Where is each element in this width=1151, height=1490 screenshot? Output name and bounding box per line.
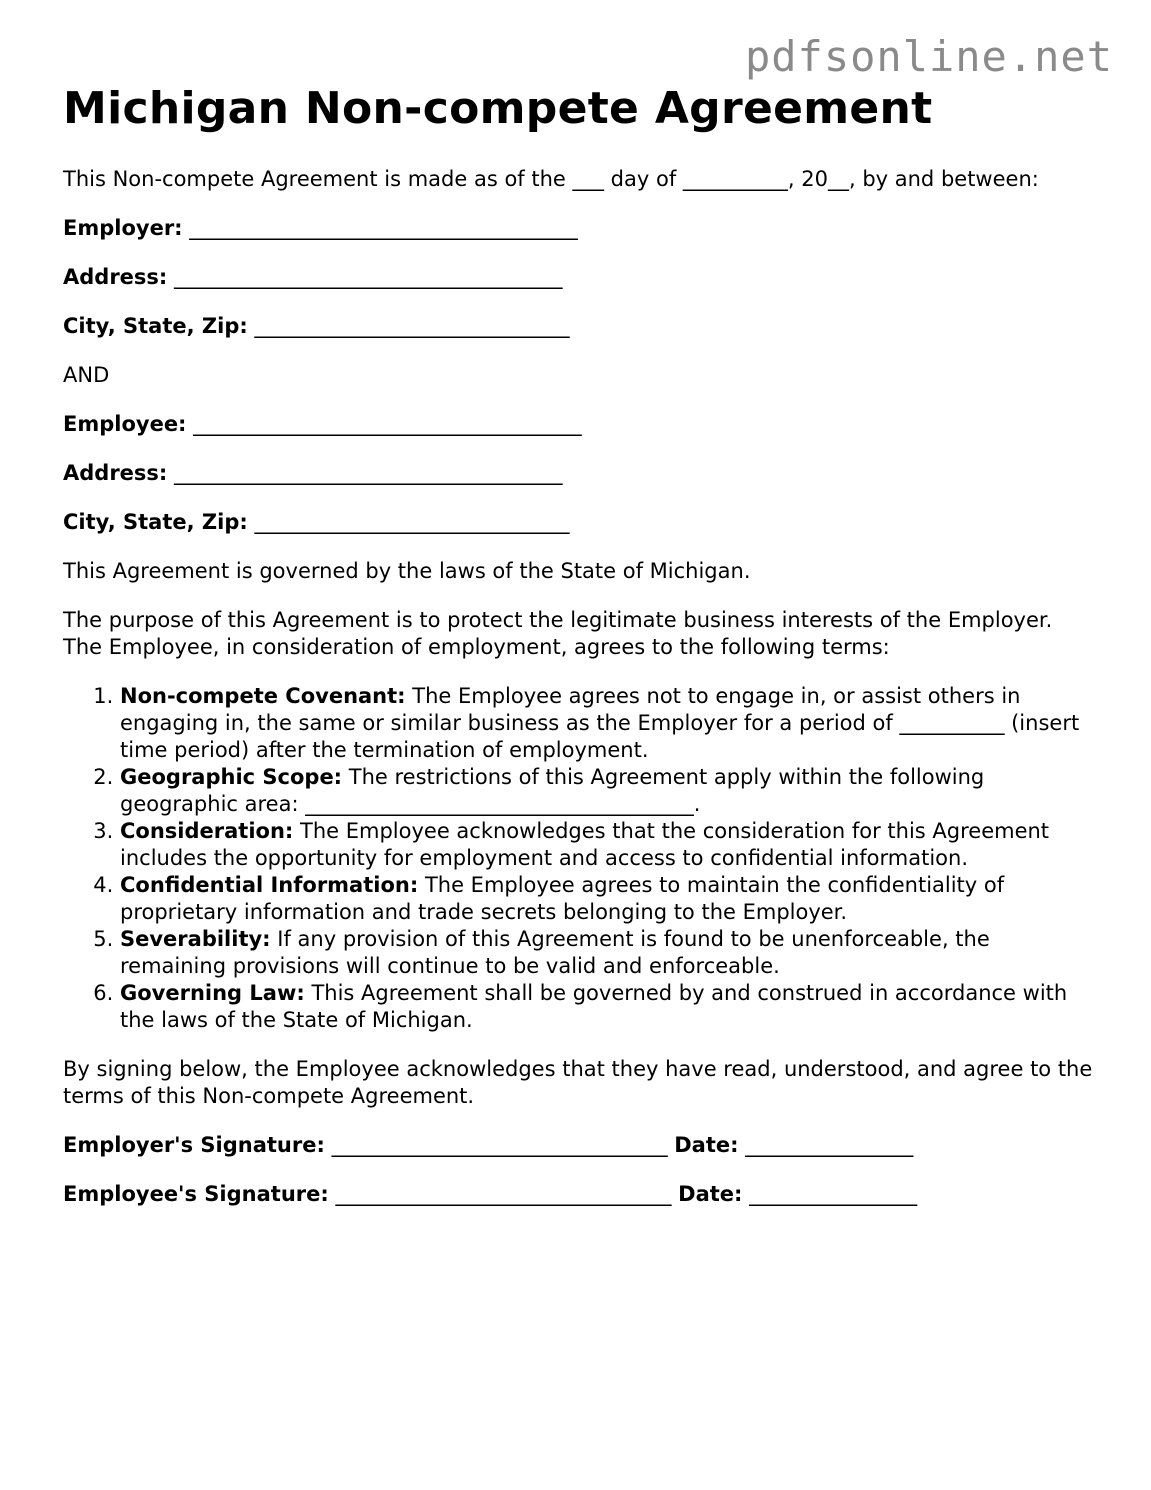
employee-name-field: [63, 411, 1093, 438]
employer-signature-label: Employer's Signature:: [63, 1133, 325, 1157]
term-text: The restrictions of this Agreement apply within the following geographic area: _____________________________________.: [120, 765, 985, 816]
document-title: Michigan Non-compete Agreement: [63, 83, 933, 134]
employee-date-blank[interactable]: ________________: [749, 1182, 918, 1206]
term-label: Severability:: [120, 927, 271, 951]
term-item: [120, 683, 1093, 764]
employer-address-blank[interactable]: _____________________________________: [174, 265, 563, 289]
term-label: Non-compete Covenant:: [120, 684, 406, 708]
employer-city-field: [63, 313, 1093, 340]
employee-address-blank[interactable]: _____________________________________: [174, 461, 563, 485]
employer-city-blank[interactable]: ______________________________: [254, 314, 570, 338]
employee-date-label: Date:: [678, 1182, 743, 1206]
employee-name-blank[interactable]: _____________________________________: [193, 412, 582, 436]
employee-address-label: Address:: [63, 461, 168, 485]
employer-name-field: [63, 215, 1093, 242]
and-separator: AND: [63, 363, 110, 387]
document-page: [63, 80, 1093, 1208]
closing-paragraph: By signing below, the Employee acknowledges that they have read, understood, and agree to the terms of this Non-compete Agreement.: [63, 1057, 1093, 1108]
employer-name-blank[interactable]: _____________________________________: [189, 216, 578, 240]
employee-signature-label: Employee's Signature:: [63, 1182, 329, 1206]
employer-address-field: [63, 264, 1093, 291]
employee-address-field: [63, 460, 1093, 487]
term-item: [120, 764, 1093, 818]
employer-signature-line: [63, 1132, 1093, 1159]
term-label: Confidential Information:: [120, 873, 419, 897]
employee-city-label: City, State, Zip:: [63, 510, 248, 534]
intro-paragraph: This Non-compete Agreement is made as of the ___ day of __________, 20__, by and between:: [63, 167, 1039, 191]
employee-signature-line: [63, 1181, 1093, 1208]
employee-name-label: Employee:: [63, 412, 187, 436]
employer-name-label: Employer:: [63, 216, 183, 240]
term-item: [120, 980, 1093, 1034]
watermark: pdfsonline.net: [744, 32, 1113, 81]
employer-date-blank[interactable]: ________________: [745, 1133, 914, 1157]
purpose-paragraph: The purpose of this Agreement is to protect the legitimate business interests of the Employer. The Employee, in consideration of employment, agrees to the following terms:: [63, 608, 1053, 659]
employer-date-label: Date:: [674, 1133, 739, 1157]
employee-signature-blank[interactable]: ________________________________: [335, 1182, 672, 1206]
term-label: Geographic Scope:: [120, 765, 343, 789]
term-item: [120, 926, 1093, 980]
term-text: The Employee acknowledges that the consideration for this Agreement includes the opportunity for employment and access to confidential information.: [120, 819, 1050, 870]
term-text: The Employee agrees to maintain the confidentiality of proprietary information and trade secrets belonging to the Employer.: [120, 873, 1005, 924]
term-label: Governing Law:: [120, 981, 305, 1005]
term-text: If any provision of this Agreement is found to be unenforceable, the remaining provisions will continue to be valid and enforceable.: [120, 927, 990, 978]
terms-list: [63, 683, 1093, 1034]
employer-address-label: Address:: [63, 265, 168, 289]
term-item: [120, 872, 1093, 926]
employer-city-label: City, State, Zip:: [63, 314, 248, 338]
term-item: [120, 818, 1093, 872]
employer-signature-blank[interactable]: ________________________________: [331, 1133, 668, 1157]
employee-city-field: [63, 509, 1093, 536]
employee-city-blank[interactable]: ______________________________: [254, 510, 570, 534]
governing-statement: This Agreement is governed by the laws of the State of Michigan.: [63, 559, 751, 583]
term-label: Consideration:: [120, 819, 294, 843]
term-text: The Employee agrees not to engage in, or assist others in engaging in, the same or similar business as the Employer for a period of __________ (insert time period) after the termination of employment.: [120, 684, 1080, 762]
term-text: This Agreement shall be governed by and construed in accordance with the laws of the State of Michigan.: [120, 981, 1068, 1032]
